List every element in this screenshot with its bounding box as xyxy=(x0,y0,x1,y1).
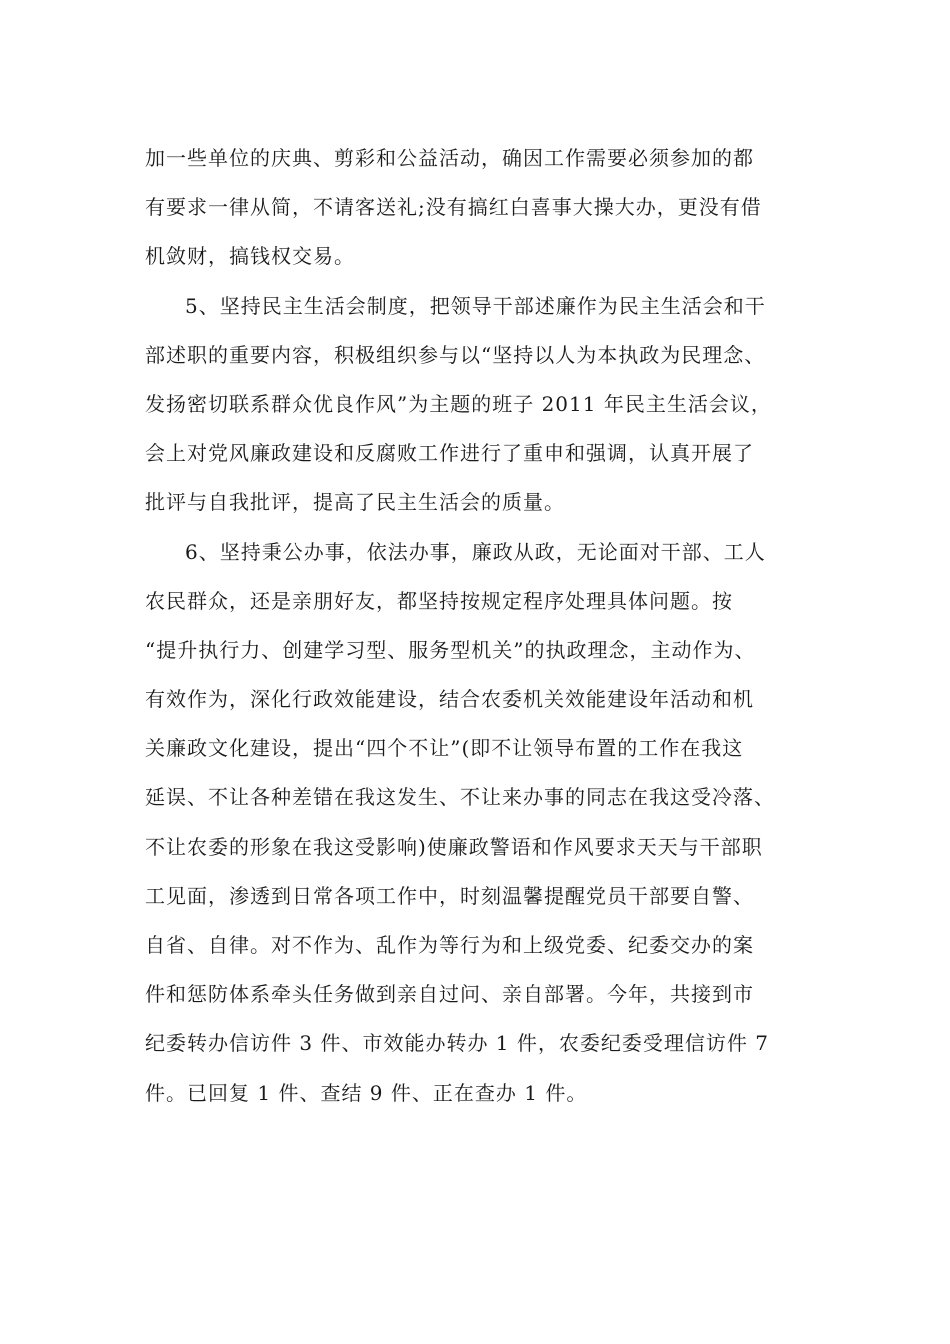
text-line: 关廉政文化建设，提出“四个不让”(即不让领导布置的工作在我这 xyxy=(145,736,744,761)
paragraph-6-first-line: 6、坚持秉公办事，依法办事，廉政从政，无论面对干部、工人 xyxy=(185,539,766,564)
text-line: 机敛财，搞钱权交易。 xyxy=(145,244,355,269)
text-line: 部述职的重要内容，积极组织参与以“坚持以人为本执政为民理念、 xyxy=(145,342,766,367)
text-line: 自省、自律。对不作为、乱作为等行为和上级党委、纪委交办的案 xyxy=(145,933,754,957)
text-line: 有要求一律从简，不请客送礼;没有搞红白喜事大操大办，更没有借 xyxy=(145,195,762,220)
text-line: 会上对党风廉政建设和反腐败工作进行了重申和强调，认真开展了 xyxy=(145,441,754,466)
document-body xyxy=(145,134,805,1118)
text-line: 不让农委的形象在我这受影响)使廉政警语和作风要求天天与干部职 xyxy=(145,834,763,859)
text-line: 发扬密切联系群众优良作风”为主题的班子 2011 年民主生活会议， xyxy=(145,391,772,416)
text-line: 批评与自我批评，提高了民主生活会的质量。 xyxy=(145,490,565,515)
text-line: 工见面，渗透到日常各项工作中，时刻温馨提醒党员干部要自警、 xyxy=(145,883,754,908)
text-line: 延误、不让各种差错在我这发生、不让来办事的同志在我这受冷落、 xyxy=(145,785,775,810)
text-line: 件和惩防体系牵头任务做到亲自过问、亲自部署。今年，共接到市 xyxy=(145,982,754,1007)
text-line: 件。已回复 1 件、查结 9 件、正在查办 1 件。 xyxy=(145,1080,588,1105)
text-line: “提升执行力、创建学习型、服务型机关”的执政理念，主动作为、 xyxy=(145,637,756,662)
text-line: 加一些单位的庆典、剪彩和公益活动，确因工作需要必须参加的都 xyxy=(145,146,754,170)
text-line: 农民群众，还是亲朋好友，都坚持按规定程序处理具体问题。按 xyxy=(145,588,733,613)
text-line: 纪委转办信访件 3 件、市效能办转办 1 件，农委纪委受理信访件 7 xyxy=(145,1031,769,1056)
paragraph-5-first-line: 5、坚持民主生活会制度，把领导干部述廉作为民主生活会和干 xyxy=(185,293,766,318)
text-line: 有效作为，深化行政效能建设，结合农委机关效能建设年活动和机 xyxy=(145,687,754,712)
